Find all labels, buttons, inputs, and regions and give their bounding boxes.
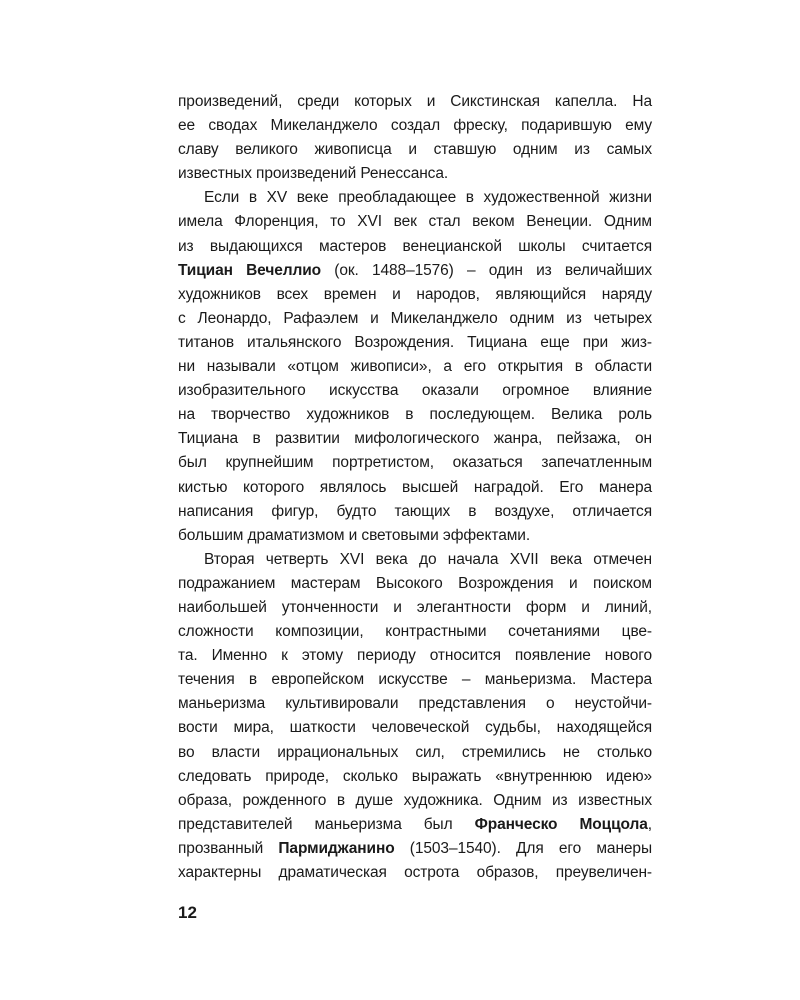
text-line — [178, 692, 652, 716]
text-segment: известных произведений Ренессанса. — [178, 165, 449, 183]
text-line — [178, 476, 652, 500]
text-segment: та. Именно к этому периоду относится появление нового — [178, 647, 652, 665]
text-line — [178, 620, 652, 644]
text-segment: ее сводах Микеланджело создал фреску, подарившую ему — [178, 117, 652, 135]
text-segment: характерны драматическая острота образов, преувеличен- — [178, 864, 652, 881]
text-segment: большим драматизмом и световыми эффектами. — [178, 526, 531, 544]
text-line — [178, 114, 652, 138]
text-line — [178, 500, 652, 524]
bold-name: Пармиджанино — [278, 839, 395, 857]
text-line — [178, 741, 652, 765]
text-line — [178, 283, 652, 307]
text-line — [178, 379, 652, 403]
text-line — [178, 162, 652, 186]
bold-name: Франческо Моццола — [474, 815, 648, 833]
text-line — [178, 235, 652, 259]
text-segment: наибольшей утонченности и элегантности форм и линий, — [178, 598, 652, 616]
text-segment: течения в европейском искусстве – маньеризма. Мастера — [178, 671, 652, 689]
text-line — [178, 837, 652, 861]
text-line — [178, 716, 652, 740]
text-line — [178, 307, 652, 331]
text-line — [178, 403, 652, 427]
text-segment: Тициана в развитии мифологического жанра, пейзажа, он — [178, 430, 652, 448]
text-line — [178, 90, 652, 114]
text-line — [178, 524, 652, 548]
text-segment: художников всех времен и народов, являющийся наряду — [178, 285, 652, 303]
text-line — [178, 210, 652, 234]
text-line — [178, 259, 652, 283]
text-segment: из выдающихся мастеров венецианской школы считается — [178, 237, 652, 255]
text-line — [178, 355, 652, 379]
text-line — [178, 813, 652, 837]
text-segment: славу великого живописца и ставшую одним из самых — [178, 141, 652, 159]
page-number: 12 — [178, 903, 197, 922]
text-segment: следовать природе, сколько выражать «внутреннюю идею» — [178, 767, 652, 785]
text-line — [178, 668, 652, 692]
text-line — [178, 427, 652, 451]
text-segment: представителей маньеризма был — [178, 815, 475, 833]
text-segment: образа, рожденного в душе художника. Одним из известных — [178, 791, 652, 809]
text-segment: подражанием мастерам Высокого Возрождения и поиском — [178, 574, 652, 592]
text-segment: кистью которого являлось высшей наградой. Его манера — [178, 478, 652, 496]
text-segment: был крупнейшим портретистом, оказаться запечатленным — [178, 454, 652, 472]
text-line — [178, 331, 652, 355]
text-segment: вости мира, шаткости человеческой судьбы, находящейся — [178, 719, 652, 737]
text-line — [178, 548, 652, 572]
text-segment: во власти иррациональных сил, стремились не столько — [178, 743, 652, 761]
body-text — [178, 90, 652, 885]
text-line — [178, 596, 652, 620]
text-segment: сложности композиции, контрастными сочетаниями цве- — [178, 623, 652, 641]
text-line — [178, 451, 652, 475]
text-line — [178, 789, 652, 813]
text-line — [178, 765, 652, 789]
text-segment: с Леонардо, Рафаэлем и Микеланджело одним из четырех — [178, 309, 652, 327]
text-segment: написания фигур, будто тающих в воздухе, отличается — [178, 502, 652, 520]
text-line — [178, 572, 652, 596]
text-line — [178, 138, 652, 162]
text-segment: прозванный — [178, 839, 279, 857]
text-segment: (ок. 1488–1576) – один из величайших — [321, 261, 652, 279]
text-segment: Вторая четверть XVI века до начала XVII века отмечен — [204, 550, 652, 568]
text-segment: титанов итальянского Возрождения. Тициана еще при жиз- — [178, 333, 652, 351]
text-segment: произведений, среди которых и Сикстинская капелла. На — [178, 93, 652, 110]
text-segment: имела Флоренция, то XVI век стал веком Венеции. Одним — [178, 213, 652, 231]
text-segment: изобразительного искусства оказали огромное влияние — [178, 382, 652, 400]
text-segment: на творчество художников в последующем. Велика роль — [178, 406, 652, 424]
text-line — [178, 644, 652, 668]
text-segment: , — [647, 815, 652, 833]
text-segment: маньеризма культивировали представления о неустойчи- — [178, 695, 652, 713]
text-segment: ни называли «отцом живописи», а его открытия в области — [178, 358, 652, 376]
text-segment: Если в XV веке преобладающее в художественной жизни — [204, 189, 652, 207]
text-line — [178, 861, 652, 885]
bold-name: Тициан Вечеллио — [178, 261, 322, 279]
text-line — [178, 186, 652, 210]
text-segment: (1503–1540). Для его манеры — [394, 839, 652, 857]
